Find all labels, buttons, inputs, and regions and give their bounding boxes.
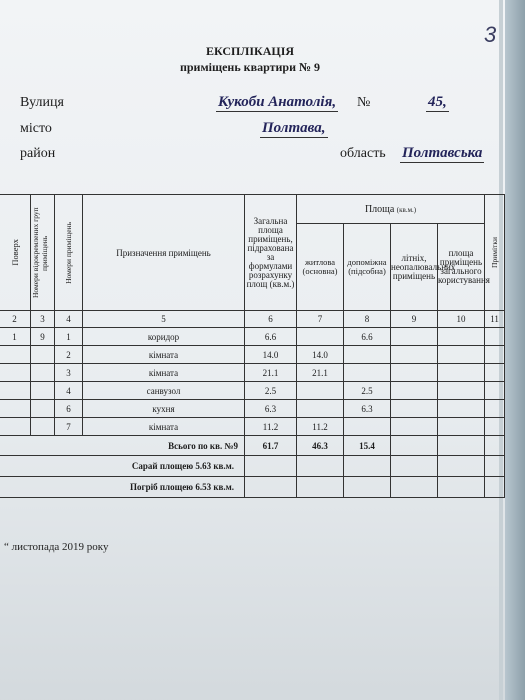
document-subtitle: приміщень квартири № 9 xyxy=(179,60,321,74)
purpose-cell: коридор xyxy=(83,328,245,346)
room-number-cell: 1 xyxy=(55,328,83,346)
column-number: 10 xyxy=(438,311,485,328)
floor-cell xyxy=(0,382,31,400)
living-area-cell: 14.0 xyxy=(297,346,344,364)
living-area-cell xyxy=(297,382,344,400)
house-number-value: 45, xyxy=(428,94,447,110)
room-number-cell: 2 xyxy=(55,346,83,364)
header-living: житлова (основна) xyxy=(297,224,344,311)
aux-area-cell: 6.3 xyxy=(344,400,391,418)
column-number: 4 xyxy=(55,311,83,328)
street-label: Вулиця xyxy=(20,95,64,110)
aux-area-cell xyxy=(344,364,391,382)
explication-table xyxy=(0,194,505,498)
header-total-area: Загальна площа приміщень, підрахована за формулами розрахунку площ (кв.м.) xyxy=(245,195,297,311)
aux-area-cell: 6.6 xyxy=(344,328,391,346)
column-number: 9 xyxy=(391,311,438,328)
date-line: “ листопада 2019 року xyxy=(4,541,109,553)
column-number: 2 xyxy=(0,311,31,328)
region-value: Полтавська xyxy=(402,145,483,161)
column-number: 3 xyxy=(31,311,55,328)
column-number: 11 xyxy=(485,311,505,328)
floor-cell xyxy=(0,346,31,364)
purpose-cell: кімната xyxy=(83,364,245,382)
column-number: 6 xyxy=(245,311,297,328)
cellar-area-note: Погріб площею 6.53 кв.м. xyxy=(0,477,245,498)
table-row xyxy=(0,364,505,382)
room-number-cell: 7 xyxy=(55,418,83,436)
total-row xyxy=(0,436,505,456)
living-area-cell: 21.1 xyxy=(297,364,344,382)
group-cell: 9 xyxy=(31,328,55,346)
group-cell xyxy=(31,382,55,400)
page-number: 3 xyxy=(484,22,497,47)
total-label: Всього по кв. №9 xyxy=(0,436,245,456)
column-number: 8 xyxy=(344,311,391,328)
shed-area-note: Сарай площею 5.63 кв.м. xyxy=(0,456,245,477)
column-number: 7 xyxy=(297,311,344,328)
aux-area-cell xyxy=(344,346,391,364)
purpose-cell: кухня xyxy=(83,400,245,418)
purpose-cell: кімната xyxy=(83,418,245,436)
table-row xyxy=(0,346,505,364)
floor-cell xyxy=(0,400,31,418)
group-cell xyxy=(31,400,55,418)
floor-cell xyxy=(0,418,31,436)
column-numbers-row xyxy=(0,311,505,328)
total-area-cell: 21.1 xyxy=(245,364,297,382)
background-folder-edge xyxy=(505,0,525,700)
header-area-group: Площа (кв.м.) xyxy=(297,195,485,224)
purpose-cell: санвузол xyxy=(83,382,245,400)
header-notes: Примітки xyxy=(485,195,505,311)
house-number-label: № xyxy=(357,95,371,110)
room-number-cell: 3 xyxy=(55,364,83,382)
extra-row xyxy=(0,456,505,477)
room-number-cell: 4 xyxy=(55,382,83,400)
header-auxiliary: допоміжна (підсобна) xyxy=(344,224,391,311)
city-label: місто xyxy=(20,121,52,136)
total-area-cell: 11.2 xyxy=(245,418,297,436)
floor-cell: 1 xyxy=(0,328,31,346)
table-row xyxy=(0,328,505,346)
living-area-cell xyxy=(297,400,344,418)
living-area-cell: 11.2 xyxy=(297,418,344,436)
city-value: Полтава, xyxy=(262,120,326,136)
header-summer: літніх, неопалювальних приміщень xyxy=(391,224,438,311)
purpose-cell: кімната xyxy=(83,346,245,364)
header-row xyxy=(0,195,505,224)
header-common: площа приміщень загального користування xyxy=(438,224,485,311)
group-cell xyxy=(31,364,55,382)
table-row xyxy=(0,400,505,418)
table-row xyxy=(0,382,505,400)
aux-area-sum: 15.4 xyxy=(344,436,391,456)
table-row xyxy=(0,418,505,436)
column-number: 5 xyxy=(83,311,245,328)
total-area-cell: 14.0 xyxy=(245,346,297,364)
header-purpose: Призначення приміщень xyxy=(83,195,245,311)
region-label: область xyxy=(340,146,386,161)
total-area-sum: 61.7 xyxy=(245,436,297,456)
floor-cell xyxy=(0,364,31,382)
total-area-cell: 6.6 xyxy=(245,328,297,346)
document-title: ЕКСПЛІКАЦІЯ xyxy=(205,44,295,58)
total-area-cell: 6.3 xyxy=(245,400,297,418)
district-label: район xyxy=(20,146,56,161)
header-group-numbers: Номери відокремлених груп приміщень xyxy=(31,195,55,311)
header-floor: Поверх xyxy=(0,195,31,311)
header-room-numbers: Номери приміщень xyxy=(55,195,83,311)
room-number-cell: 6 xyxy=(55,400,83,418)
living-area-cell xyxy=(297,328,344,346)
aux-area-cell: 2.5 xyxy=(344,382,391,400)
living-area-sum: 46.3 xyxy=(297,436,344,456)
total-area-cell: 2.5 xyxy=(245,382,297,400)
aux-area-cell xyxy=(344,418,391,436)
group-cell xyxy=(31,418,55,436)
group-cell xyxy=(31,346,55,364)
extra-row xyxy=(0,477,505,498)
street-value: Кукоби Анатолія, xyxy=(218,94,337,110)
